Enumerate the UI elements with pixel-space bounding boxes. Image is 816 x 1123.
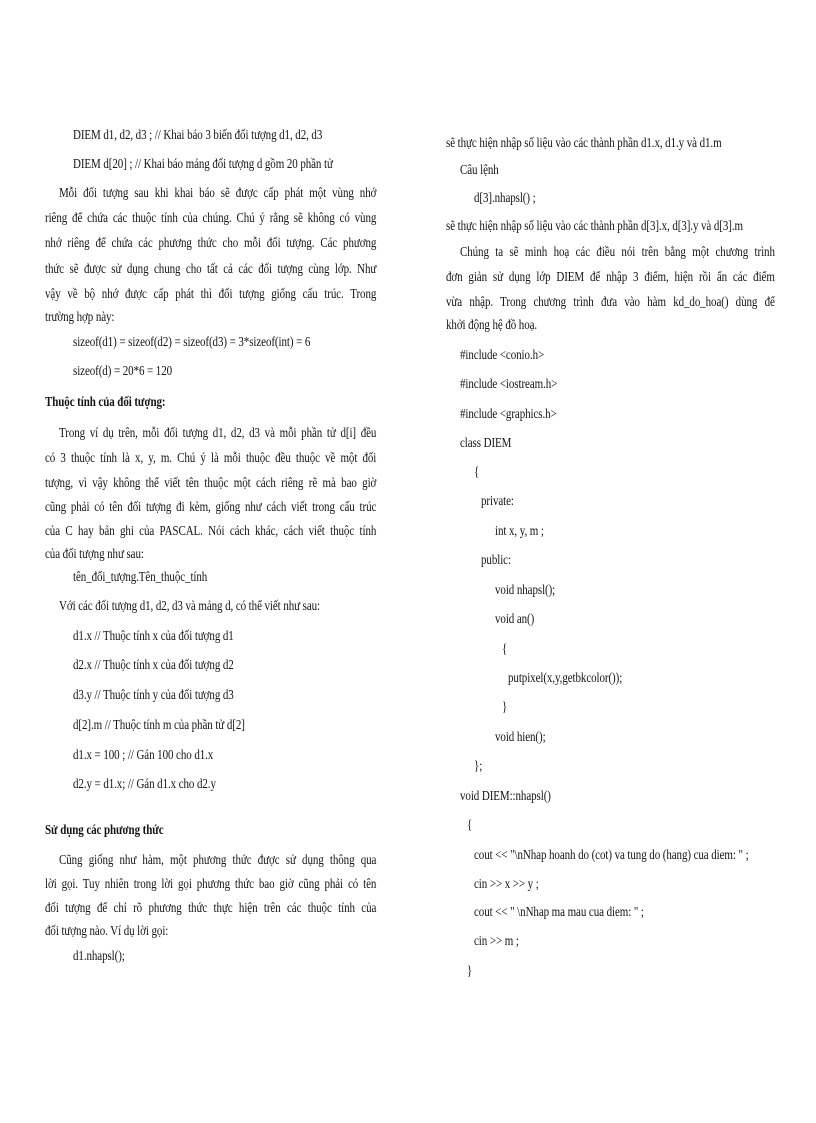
paragraph-4-line: vừa nhập. Trong chương trình đưa vào hàm kd_do_hoa() dùng để bbox=[446, 294, 775, 309]
attribute-syntax: tên_đối_tượng.Tên_thuộc_tính bbox=[73, 569, 208, 584]
code-line: int x, y, m ; bbox=[495, 523, 544, 538]
code-line: { bbox=[502, 641, 508, 656]
paragraph-3-line: lời gọi. Tuy nhiên trong lời gọi phương thức bao giờ cũng phải có tên bbox=[45, 876, 377, 891]
code-line: cin >> x >> y ; bbox=[474, 876, 539, 891]
code-line: cout << " \nNhap ma mau cua diem: " ; bbox=[474, 904, 644, 919]
paragraph-1-line: vậy về bộ nhớ được cấp phát thì đối tượng giống cấu trúc. Trong bbox=[45, 286, 377, 301]
paragraph-3-line: đối tượng nào. Ví dụ lời gọi: bbox=[45, 923, 169, 938]
example-line: d2.x // Thuộc tính x của đối tượng d2 bbox=[73, 657, 234, 672]
code-line: class DIEM bbox=[460, 435, 512, 450]
code-line: void an() bbox=[495, 611, 535, 626]
code-line: { bbox=[467, 817, 473, 832]
paragraph-4-line: Chúng ta sẽ minh hoạ các điều nói trên bằng một chương trình bbox=[460, 244, 775, 259]
example-line: d3.y // Thuộc tính y của đối tượng d3 bbox=[73, 687, 234, 702]
code-line: void hien(); bbox=[495, 729, 546, 744]
declaration-line-1: DIEM d1, d2, d3 ; // Khai báo 3 biến đối tượng d1, d2, d3 bbox=[73, 127, 323, 142]
code-line: cout << "\nNhap hoanh do (cot) va tung do (hang) cua diem: " ; bbox=[474, 847, 749, 862]
code-line: { bbox=[474, 464, 480, 479]
sizeof-line-1: sizeof(d1) = sizeof(d2) = sizeof(d3) = 3*sizeof(int) = 6 bbox=[73, 334, 311, 349]
paragraph-2-line: Trong ví dụ trên, mỗi đối tượng d1, d2, d3 và mỗi phần tử d[i] đều bbox=[59, 425, 377, 440]
method-call-example: d1.nhapsl(); bbox=[73, 948, 125, 963]
paragraph-2-line: của C hay bản ghi của PASCAL. Nói cách khác, cách viết thuộc tính bbox=[45, 523, 377, 538]
example-line: d2.y = d1.x; // Gán d1.x cho d2.y bbox=[73, 776, 216, 791]
code-line: void DIEM::nhapsl() bbox=[460, 788, 551, 803]
paragraph-3-line: đối tượng để chỉ rõ phương thức thực hiện trên các thuộc tính của bbox=[45, 900, 377, 915]
paragraph-2-line: của đối tượng như sau: bbox=[45, 546, 144, 561]
example-line: d[2].m // Thuộc tính m của phần tử d[2] bbox=[73, 717, 245, 732]
paragraph-1-line: thức sẽ được sử dụng chung cho tất cả các đối tượng cùng lớp. Như bbox=[45, 261, 377, 276]
paragraph-2-line: tượng, vì vậy không thể viết tên thuộc một cách riêng rẽ mà bao giờ bbox=[45, 475, 377, 490]
paragraph-1-line: riêng để chứa các thuộc tính của chúng. Chú ý rằng sẽ không có vùng bbox=[45, 210, 377, 225]
code-line: cin >> m ; bbox=[474, 933, 519, 948]
code-line: #include <conio.h> bbox=[460, 347, 545, 362]
paragraph-4-line: khởi động hệ đồ hoạ. bbox=[446, 317, 538, 332]
code-line: }; bbox=[474, 758, 483, 773]
code-line: #include <iostream.h> bbox=[460, 376, 558, 391]
code-line: } bbox=[502, 699, 508, 714]
example-line: d1.x // Thuộc tính x của đối tượng d1 bbox=[73, 628, 234, 643]
code-line: putpixel(x,y,getbkcolor()); bbox=[508, 670, 623, 685]
code-line: public: bbox=[481, 552, 511, 567]
text-line: Câu lệnh bbox=[460, 162, 499, 177]
paragraph-1-line: nhớ riêng để chứa các phương thức cho mỗi đối tượng. Các phương bbox=[45, 235, 377, 250]
section-heading-methods: Sử dụng các phương thức bbox=[45, 822, 164, 837]
text-line: sẽ thực hiện nhập số liệu vào các thành phần d1.x, d1.y và d1.m bbox=[446, 135, 722, 150]
section-heading-attributes: Thuộc tính của đối tượng: bbox=[45, 394, 166, 409]
declaration-line-2: DIEM d[20] ; // Khai báo mảng đối tượng d gồm 20 phần tử bbox=[73, 156, 333, 171]
paragraph-1-line: Mỗi đối tượng sau khi khai báo sẽ được cấp phát một vùng nhớ bbox=[59, 185, 377, 200]
paragraph-4-line: đơn giản sử dụng lớp DIEM để nhập 3 điểm, hiện rồi ẩn các điểm bbox=[446, 269, 775, 284]
code-line: } bbox=[467, 963, 473, 978]
code-line: void nhapsl(); bbox=[495, 582, 556, 597]
code-line: #include <graphics.h> bbox=[460, 406, 557, 421]
paragraph-2-line: có 3 thuộc tính là x, y, m. Chú ý là mỗi thuộc đều thuộc về một đối bbox=[45, 450, 377, 465]
paragraph-3-line: Cũng giống như hàm, một phương thức được sử dụng thông qua bbox=[59, 852, 377, 867]
examples-intro: Với các đối tượng d1, d2, d3 và mảng d, có thể viết như sau: bbox=[59, 598, 321, 613]
text-line: sẽ thực hiện nhập số liệu vào các thành phần d[3].x, d[3].y và d[3].m bbox=[446, 218, 743, 233]
paragraph-1-line: trường hợp này: bbox=[45, 309, 115, 324]
paragraph-2-line: cũng phải có tên đối tượng đi kèm, giống như cách viết trong cấu trúc bbox=[45, 499, 377, 514]
sizeof-line-2: sizeof(d) = 20*6 = 120 bbox=[73, 363, 173, 378]
example-line: d1.x = 100 ; // Gán 100 cho d1.x bbox=[73, 747, 214, 762]
code-line: private: bbox=[481, 493, 514, 508]
method-call-example: d[3].nhapsl() ; bbox=[474, 190, 536, 205]
